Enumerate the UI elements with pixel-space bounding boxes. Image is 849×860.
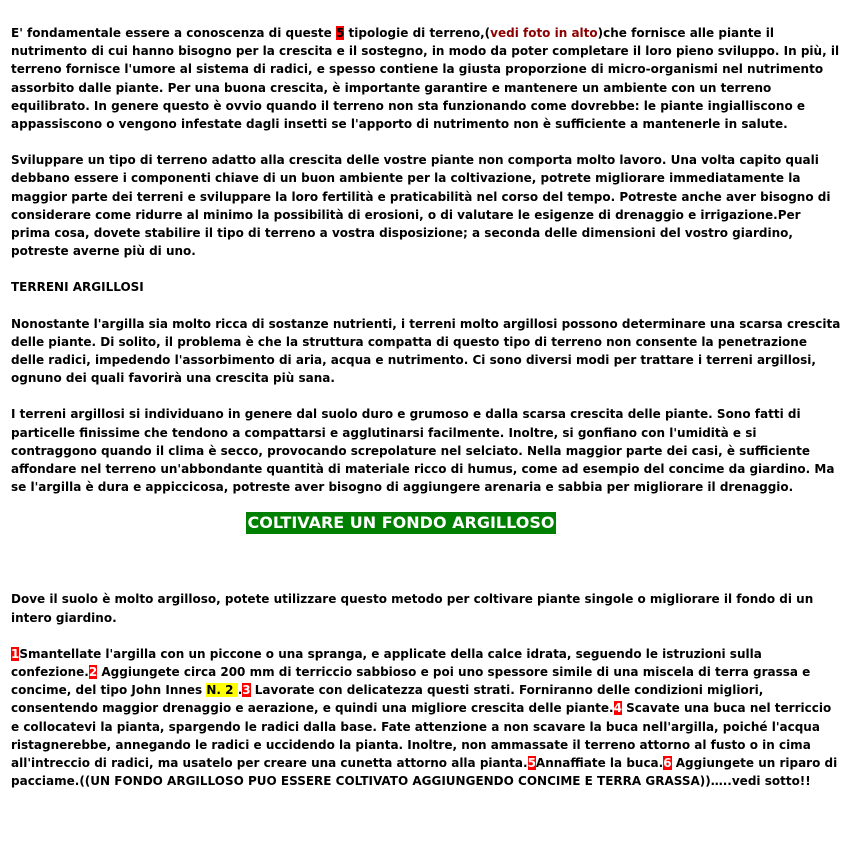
spacer [11, 536, 841, 590]
step-2-text-end: . [237, 683, 243, 698]
intro-text-3: )che fornisce alle piante il nutrimento di cui hanno bisogno per la crescita e il sostegno, in modo da poter completare il loro pieno sviluppo. In più, il terreno fornisce l'umore al sistema di radici, e spesso contiene la giusta proporzione di micro-organismi nel nutrimento assorbito dalle piante. Per una buona crescita, è importante garantire e mantenere un ambiente con un terreno equilibrato. In genere questo è ovvio quando il terreno non sta funzionando come dovrebbe: le piante ingialliscono e appassiscono o vengono infestate dagli insetti se l'apporto di nutrimento non è sufficiente a mantenerle in salute. [11, 26, 840, 132]
soil-count-marker: 5 [335, 26, 345, 40]
soil-development-paragraph: Sviluppare un tipo di terreno adatto alla crescita delle vostre piante non comporta molto lavoro. Una volta capito quali debbano essere i componenti chiave di un buon ambiente per la coltivazione, potrete migliorare immediatamente la maggior parte dei terreni e sviluppare la loro fertilità e praticabilità nel corso del tempo. Potreste anche aver bisogno di considerare come ridurre al minimo la possibilità di erosioni, o di valutare le esigenze di drenaggio e irrigazione.Per prima cosa, dovete stabilire il tipo di terreno a vostra disposizione; a seconda delle dimensioni del vostro giardino, potreste averne più di uno. [11, 153, 831, 259]
article-body [11, 24, 841, 791]
photo-reference-link[interactable]: vedi foto in alto [490, 26, 598, 40]
clay-identification-paragraph: I terreni argillosi si individuano in genere dal suolo duro e grumoso e dalla scarsa crescita delle piante. Sono fatti di particelle finissime che tendono a compattarsi e agglutinarsi facilmente. Inoltre, si gonfiano con l'umidità e si contraggono quando il clima è secco, provocando screpolature nel selciato. Nella maggior parte dei casi, è sufficiente affondare nel terreno un'abbondante quantità di materiale ricco di humus, come ad esempio del concime da giardino. Ma se l'argilla è dura e appiccicosa, potreste aver bisogno di aggiungere arenaria e sabbia per migliorare il drenaggio. [11, 407, 835, 495]
intro-text-1: E' fondamentale essere a conoscenza di queste [11, 26, 336, 40]
intro-paragraph [11, 24, 841, 133]
step-6-text: Aggiungete un riparo di pacciame.((UN FONDO ARGILLOSO PUO ESSERE COLTIVATO AGGIUNGENDO CONCIME E TERRA GRASSA))…..vedi sotto!! [11, 756, 838, 789]
step-4-text: Scavate una buca nel terriccio e collocatevi la pianta, spargendo le radici dalla base. Fate attenzione a non scavare la buca nell'argilla, poiché l'acqua ristagnerebbe, annegando le radici e uccidendo la pianta. Inoltre, non ammassate il terreno attorno al fusto o in cima all'intreccio di radici, ma usatelo per creare una cunetta attorno alla pianta. [11, 701, 832, 771]
cultivation-steps-paragraph [11, 645, 841, 791]
john-innes-number-highlight: N. 2 [206, 683, 238, 698]
step-2-marker: 2 [88, 665, 98, 680]
clay-nutrients-paragraph: Nonostante l'argilla sia molto ricca di sostanze nutrienti, i terreni molto argillosi possono determinare una scarsa crescita delle piante. Di solito, il problema è che la struttura compatta di questo tipo di terreno non consente la penetrazione delle radici, impedendo l'assorbimento di aria, acqua e nutrimento. Ci sono diversi modi per trattare i terreni argillosi, ognuno dei quali favorirà una crescita più sana. [11, 316, 841, 386]
intro-text-2: tipologie di terreno,( [344, 26, 491, 40]
step-3-text: Lavorate con delicatezza questi strati. Forniranno delle condizioni migliori, consentendo maggior drenaggio e aerazione, e quindi una migliore crescita delle piante. [11, 683, 764, 716]
step-2-text: Aggiungete circa 200 mm di terriccio sabbioso e poi uno spessore simile di una miscela di terra grassa e concime, del tipo John Innes [11, 665, 811, 698]
step-5-marker: 5 [527, 756, 536, 771]
step-3-marker: 3 [242, 683, 251, 698]
clay-soils-section-title: TERRENI ARGILLOSI [11, 280, 144, 295]
cultivate-clay-heading: COLTIVARE UN FONDO ARGILLOSO [247, 513, 555, 533]
green-heading-wrapper [11, 512, 791, 536]
step-1-marker: 1 [11, 646, 20, 661]
step-6-marker: 6 [663, 756, 672, 771]
step-4-marker: 4 [613, 701, 622, 716]
step-5-text: Annaffiate la buca. [535, 756, 664, 771]
clay-method-intro-paragraph: Dove il suolo è molto argilloso, potete utilizzare questo metodo per coltivare piante singole o migliorare il fondo di un intero giardino. [11, 592, 814, 625]
step-1-text: Smantellate l'argilla con un piccone o una spranga, e applicate della calce idrata, seguendo le istruzioni sulla confezione. [11, 646, 762, 680]
